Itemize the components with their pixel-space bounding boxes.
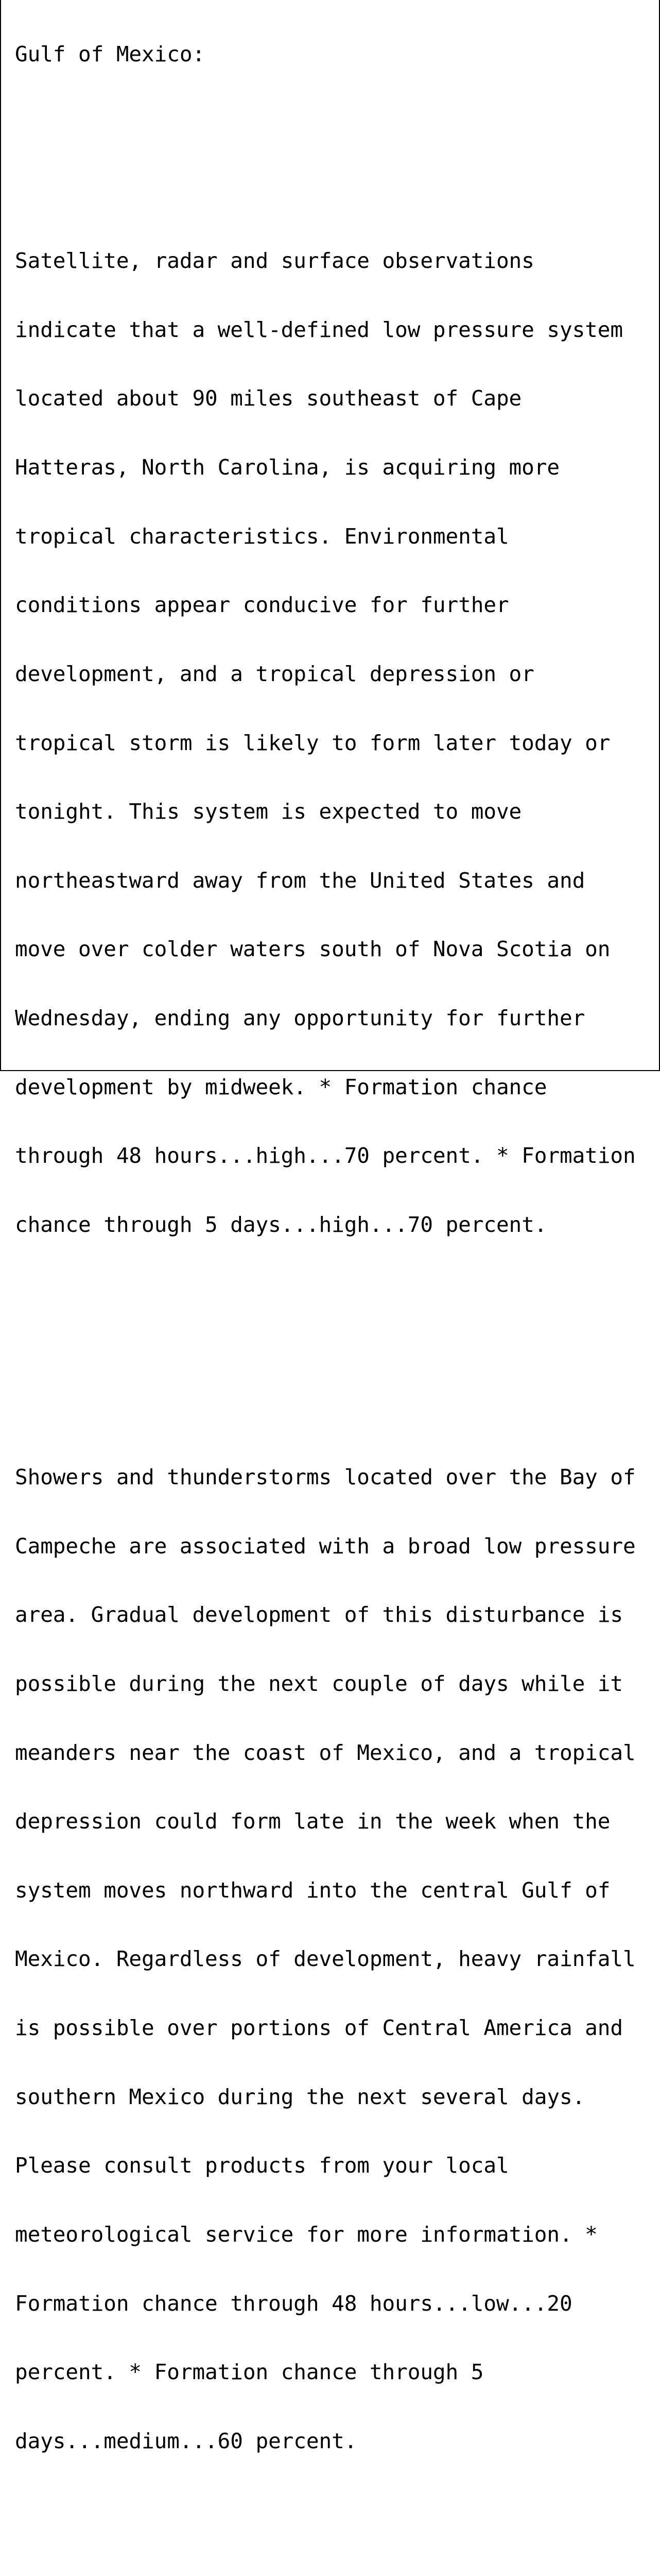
text-line: development, and a tropical depression or xyxy=(15,661,534,686)
text-line: southern Mexico during the next several days. xyxy=(15,2084,585,2109)
text-line: indicate that a well-defined low pressure system xyxy=(15,317,623,342)
text-line: Campeche are associated with a broad low pressure xyxy=(15,1533,636,1558)
paragraph-2 xyxy=(15,1420,636,2499)
text-line: conditions appear conducive for further xyxy=(15,592,509,618)
text-line: located about 90 miles southeast of Cape xyxy=(15,386,522,411)
text-line: system moves northward into the central Gulf of xyxy=(15,1877,611,1903)
text-line: development by midweek. * Formation chance xyxy=(15,1074,547,1099)
text-line: northeastward away from the United States and xyxy=(15,868,585,893)
text-line: tonight. This system is expected to move xyxy=(15,799,522,824)
text-line: Hatteras, North Carolina, is acquiring more xyxy=(15,454,560,480)
blank-line xyxy=(15,2545,636,2568)
text-line: depression could form late in the week when the xyxy=(15,1809,611,1834)
blank-line xyxy=(15,112,636,135)
text-line: tropical characteristics. Environmental xyxy=(15,523,509,549)
paragraph-1 xyxy=(15,204,636,1282)
text-line: Wednesday, ending any opportunity for further xyxy=(15,1006,585,1031)
text-line: percent. * Formation chance through 5 xyxy=(15,2360,484,2385)
text-line: Mexico. Regardless of development, heavy rainfall xyxy=(15,1946,636,1972)
text-line: Showers and thunderstorms located over the Bay of xyxy=(15,1465,636,1489)
section-heading: Gulf of Mexico: xyxy=(15,42,205,67)
text-line: Please consult products from your local xyxy=(15,2153,509,2178)
text-line: area. Gradual development of this disturbance is xyxy=(15,1602,623,1628)
text-line: Satellite, radar and surface observations xyxy=(15,248,534,274)
text-line: meanders near the coast of Mexico, and a tropical xyxy=(15,1740,636,1765)
forecast-text xyxy=(15,0,636,2576)
text-line: possible during the next couple of days while it xyxy=(15,1671,623,1696)
text-line: through 48 hours...high...70 percent. * Formation xyxy=(15,1143,636,1168)
text-line: is possible over portions of Central America and xyxy=(15,2015,623,2041)
text-line: move over colder waters south of Nova Scotia on xyxy=(15,937,611,962)
text-line: meteorological service for more information. * xyxy=(15,2222,598,2247)
text-line: days...medium...60 percent. xyxy=(15,2428,357,2453)
text-line: Formation chance through 48 hours...low...20 xyxy=(15,2291,572,2316)
text-line: tropical storm is likely to form later today or xyxy=(15,730,611,755)
text-line: chance through 5 days...high...70 percent. xyxy=(15,1212,547,1237)
blank-line xyxy=(15,1328,636,1351)
